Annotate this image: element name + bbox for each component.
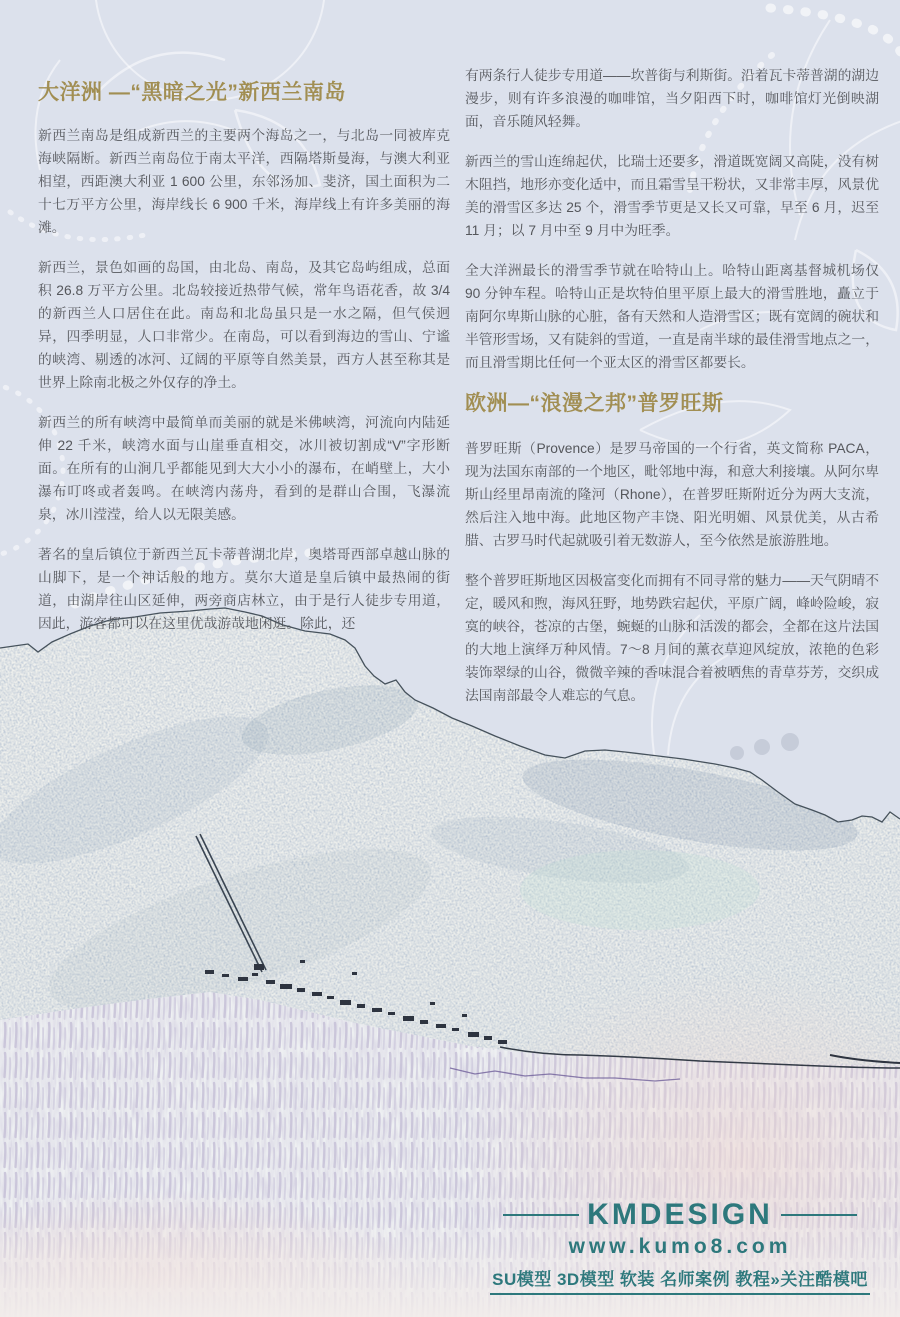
paragraph: 普罗旺斯（Provence）是罗马帝国的一个行省，英文简称 PACA，现为法国东南部的一个地区，毗邻地中海，和意大利接壤。从阿尔卑斯山经里昂南流的隆河（Rhone），在普罗旺斯附近分为两大支流，然后注入地中海。此地区物产丰饶、阳光明媚、风景优美，从古希腊、古罗马时代起就吸引着无数游人，至今依然是旅游胜地。	[465, 441, 879, 548]
right-paragraphs-top	[465, 64, 879, 374]
heading-oceania: 大洋洲 —“黑暗之光”新西兰南岛	[38, 81, 346, 104]
paragraph: 新西兰南岛是组成新西兰的主要两个海岛之一，与北岛一同被库克海峡隔断。新西兰南岛位于南太平洋，西隔塔斯曼海，与澳大利亚相望，西距澳大利亚 1 600 公里，东邻汤加、斐济，国土面积为二十七万平方公里，海岸线长 6 900 千米，海岸线上有许多美丽的海滩。	[38, 128, 450, 235]
paragraph: 全大洋洲最长的滑雪季节就在哈特山上。哈特山距离基督城机场仅 90 分钟车程。哈特山正是坎特伯里平原上最大的滑雪胜地，矗立于南阿尔卑斯山脉的心脏，备有天然和人造滑雪区；既有宽阔的碗状和半管形雪场，又有陡斜的雪道，一直是南半球的最佳滑雪地点之一，而且滑雪期比任何一个亚太区的滑雪区都要长。	[465, 263, 879, 370]
website-url: www.kumo8.com	[568, 1235, 792, 1258]
left-column	[38, 80, 450, 652]
paragraph: 新西兰的雪山连绵起伏，比瑞士还要多，滑道既宽阔又高陡，没有树木阻挡，地形亦变化适中，而且霜雪呈干粉状，又非常丰厚，风景优美的滑雪区多达 25 个，滑雪季节更是又长又可靠，早至 6 月，迟至 11 月；以 7 月中至 9 月中为旺季。	[465, 154, 879, 238]
paragraph: 有两条行人徒步专用道——坎普街与利斯街。沿着瓦卡蒂普湖的湖边漫步，则有许多浪漫的咖啡馆，当夕阳西下时，咖啡馆灯光倒映湖面，音乐随风轻舞。	[465, 68, 879, 129]
footer-tagline: SU模型 3D模型 软装 名师案例 教程»关注酷模吧	[490, 1263, 870, 1295]
heading-europe: 欧洲—“浪漫之邦”普罗旺斯	[465, 392, 724, 415]
divider-line	[503, 1214, 579, 1216]
paragraph: 整个普罗旺斯地区因极富变化而拥有不同寻常的魅力——天气阴晴不定，暖风和煦，海风狂野，地势跌宕起伏，平原广阔，峰岭险峻，寂寞的峡谷，苍凉的古堡，蜿蜒的山脉和活泼的都会，全都在这片法国的大地上演绎万种风情。7～8 月间的薰衣草迎风绽放，浓艳的色彩装饰翠绿的山谷，微微辛辣的香味混合着被晒焦的青草芬芳，交织成法国南部最令人难忘的气息。	[465, 573, 879, 703]
brand-row	[478, 1198, 882, 1232]
paragraph: 新西兰的所有峡湾中最简单而美丽的就是米佛峡湾，河流向内陆延伸 22 千米，峡湾水面与山崖垂直相交，冰川被切割成“V”字形断面。在所有的山涧几乎都能见到大大小小的瀑布，在峭壁上，大小瀑布叮咚或者轰鸣。在峡湾内荡舟，看到的是群山合围，飞瀑流泉，冰川滢滢，给人以无限美感。	[38, 415, 450, 522]
left-paragraphs	[38, 124, 450, 635]
brand-logo-text: KMDESIGN	[587, 1198, 773, 1231]
right-column	[465, 64, 879, 724]
divider-line	[781, 1214, 857, 1216]
paragraph: 新西兰，景色如画的岛国，由北岛、南岛，及其它岛屿组成，总面积 26.8 万平方公里。北岛较接近热带气候，常年鸟语花香，故 3/4 的新西兰人口居住在此。南岛和北岛虽只是一水之隔，但气侯迥异，四季明显，人口非常少。在南岛，可以看到海边的雪山、宁谧的峡湾、剔透的冰河、辽阔的平原等自然美景，西方人甚至称其是世界上除南北极之外仅存的净土。	[38, 260, 450, 390]
paragraph: 著名的皇后镇位于新西兰瓦卡蒂普湖北岸，奥塔哥西部卓越山脉的山脚下，是一个神话般的地方。莫尔大道是皇后镇中最热闹的街道，由湖岸往山区延伸，两旁商店林立，由于是行人徒步专用道，因此，游客都可以在这里优哉游哉地闲逛。除此，还	[38, 547, 450, 631]
right-paragraphs-bottom	[465, 437, 879, 707]
footer-brand-block	[478, 1198, 882, 1295]
